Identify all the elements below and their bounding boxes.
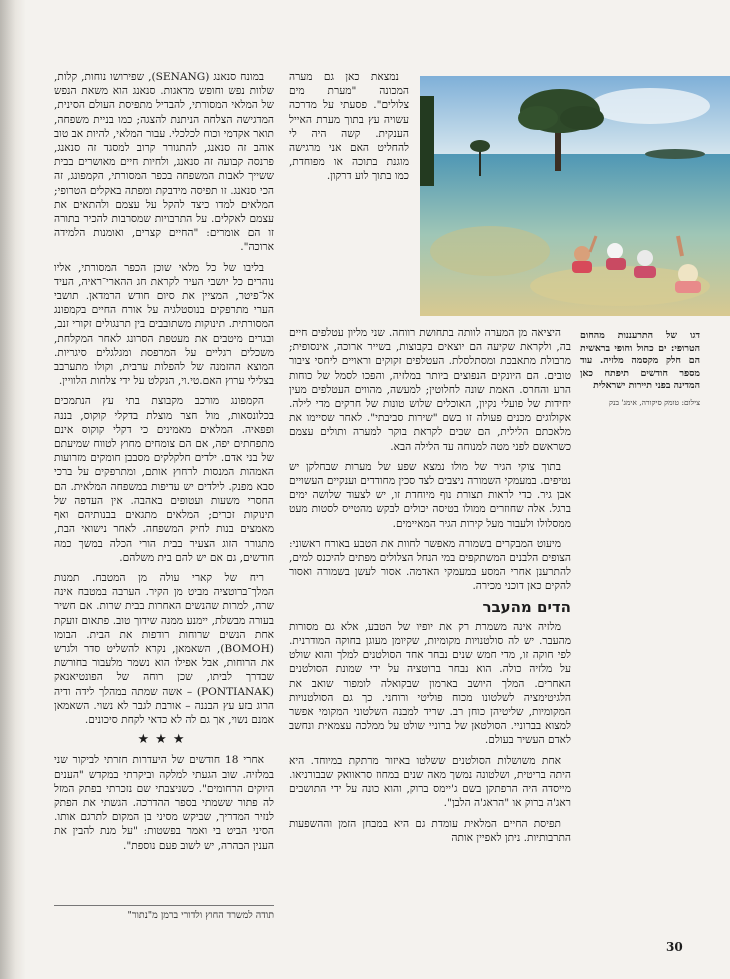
paragraph: במונח סנאנג (SENANG), שפירושו נוחות, קלות, שלוות נפש וחופש מדאגות. סנאנג הוא משאת הנפש של המלאי המסורתי, להבדיל מתפיסת העולם הסינית, המדגישה הצלחה הניתנת להצגה; כמו בניית משפחה, תואר אקדמי וכוח לכלכלי. עבור המלאי, להיות אב טוב אוהב זה סנאנג, להתגורר קרוב למסגד זה סנאנג, פרנסה קבועה זה סנאנג, ולחיות חיים מאושרים בבית ששייך לאבות המשפחה בכפר המסורתי, הקמפונג, זה הכי סנאנג. זו תפיסה מידבקת ומפתה באקלים הטרופי; המלאים למדו כיצד להקל על עצמם ולהתאים את עצמם לאקלים. על התרבויות שמסרבות להכיר בתורה זו הם אומרים: "החיים קצרים, ואומנות הלמידה ארוכה". xyxy=(54,71,274,254)
beach-photo-image xyxy=(420,76,730,316)
paragraph: אחרי 18 חודשים של היעדרות חזרתי לביקור שני במלזיה. שוב הגעתי למלקה וביקרתי במקדש "הענים היוקים הרחומים". כשניצבתי שם נזכרתי בפתק המזל לה פתור ששמתי בספר ההדרכה. הגשתי את הפתק לנזיר המדריך, שביקש מסיני בן המקום לתרגם אותו. הסיני הביט בי ואמר בפשטות: "על מנת להבין את הענין הבהרה, יש לשוב פעם נוספת". xyxy=(54,754,274,852)
column-left xyxy=(54,70,274,942)
acknowledgement: תודה למשרד החוץ ולדורי ברמן מ"נתור" xyxy=(54,905,274,921)
paragraph: היציאה מן המערה לוותה בתחושת רווחה. שני מליון עטלפים חיים בה, ולקראת שקיעה הם יוצאים בקבוצות, בשייר ארוכה, אינסופית; מרבולת מתאבכת ומסתלסלת. העטלפים זקוקים וראויים ליחסי ציבור טובים. הם היונקים הנפוצים ביותר במלזיה, והפכו לסמל של כוחות הרע והחרס. האמת שונה לחלוטין; למעשה, מהווים העטלפים מעין יחידות של פועלי נקיון, האוכלים שלוש טונות של חרקים מדי לילה. אקולוגים מכנים פעולה זו בשם "שירות סביבתי". לאחר שסיימו את מלאכתם הלילית, הם שבים לקראת בוקר למערה ותולים עצמם כשראשם לפני מטה למנוחה עד הלילה הבא. xyxy=(289,327,571,453)
photo-credit: צילום: טומק סיקורה, אימג' בנק xyxy=(608,397,700,407)
caption-text: דגו של התרעננות מהחום הטרופי: ים כחול וחופי בראשית הם חלק מקסמה מלזיה. עוד מספר חודשים תיפתח כאן המדינה בפני תיירות ישראלית xyxy=(580,330,700,392)
paragraph: נמצאת כאן גם מערה המכונה "מערת מים צלולים". פסעתי על מדרכה עשויה עץ בתוך מערת האייל הענקית. קשה היה לי להחליט האם אני מרגישה מוגנת בתוכה או מפוחדת, כמו בתוך לוע דרקון. xyxy=(289,71,409,183)
section-subheading: הדים מהעבר xyxy=(482,597,571,616)
column-middle xyxy=(289,326,571,942)
paragraph: בתוך צוקי הגיר של מולו נמצא שפע של מערות שבחלקן יש נטיפים. במעמקי השמורה ניצבים לצד סכין מחודדים וענקיים העשויים אבן גיר. כדי לראות תצורת נוף מיוחדת זו, יש לצעוד שלושה ימים ברגל. אלה שחוזרים ממולו בטיסה יכולים לבקש מהטייס לסטות מעט ממסלולו ולעבור מעל קירות הגיר המאיימים. xyxy=(289,460,571,530)
beach-photo xyxy=(420,76,730,316)
page-number: 30 xyxy=(666,940,683,954)
paragraph: מלזיה אינה משמרת רק את יופיו של הטבע, אלא גם מסורות מהעבר. יש לה סולטנויות מקומיות, שקיומן מעוגן בחוקה המודרנית. לפי חוקה זו, מדי חמש שנים נבחר אחד הסולטנים למלך והוא שולט על מלזיה כולה. הוא נבחר ברוטציה על ידי שמונת הסולטנים האחרים. המלך היושב בארמון שבקואלה לומפור שואב את הלגיטימציה לשלטונו מכוח פוליטי ורוחני. כך גם הסולטנויות המקומיות, שליטיהן כוחן רב. שריד למבנה השלטוני המקומי אפשר למצוא בברוניי. הסולטאן של ברוניי שולט על ממלכה עצמאית ונחשב לאדם העשיר בעולם. xyxy=(289,620,571,747)
paragraph: תפיסת החיים המלאית עומדת גם היא במבחן הזמן וההשפעות התרבותיות. ניתן לאפיין אותה xyxy=(289,817,571,844)
paragraph: מיעוט המבקרים בשמורה מאפשר לחוות את הטבע באורח ראשוני: הצופים הלבנים המשתקפים במי הנחל הצלולים מפתים להיכנס למים, להתרענן אחרי המסע במעמקי האדמה. אסור לעשן בשמורה ואסור להקים כאן דוכני מכירה. xyxy=(289,537,571,593)
paragraph: הקמפונג מורכב מקבוצת בתי עץ הנתמכים בכלונסאות, מול חצר מוצלת בדקלי קוקוס, בננה ופפאיה. המלאים מאמינים כי דקלי קוקוס אינם מתפחתים יפה, אם הם צומחים מחוץ לטווח שמיעתם של בני אדם. ילדים חלקלקים מסבבן חומקים מזרועות האמהות המנסות לרחוץ אותם, ומתרפקים על ברכי סבא מפנק. לילדים יש עדיפות במשפחה המלאית. הם החסרי משעות ועטופים באהבה. אין העדפה של תינוקות זכרים; המלאים מתגאים בבנותיהם ואף מאמצים בנות לחיק המשפחה. לאחר נישואי הבת, מתגורר הזוג הצעיר בבית הורי הכלה במשך כמה חודשים, גם אם יש להם בית משלהם. xyxy=(54,395,274,564)
column-right-top xyxy=(289,70,409,328)
paragraph: ריח של קארי עולה מן המטבח. תמנות המלך־ברוטציה מביט מן הקיר. הערבה במטבח אינה שרה, למרות שהנשים האחרות בבית שרות. אם חשיר בעורה מבשלת, יימנע ממנה שידוך טוב. פתאום זועקת אחת הנשים שרוחות רודפות את הבית. הבומו (BOMOH), השאמאן, נקרא להשליט סדר ולגרש את הרוחות, אבל אפילו הוא נשמר מלעבור בחורשת שבדרך לביתו, שכן רוחה של הפונטיאנאק (PONTIANAK) – אשה שמתה במהלך לידה ודיה הרוג בזע עץ הבננה – אורבת לגבר לא נשוי. השאמאן אמנם נשוי, אך גם לה לא כדאי לקחת סיכונים. xyxy=(54,571,274,726)
paragraph: אחת משושלות הסולטנים ששלטו באיזור מרתקת במיוחד. היא היתה בריטית, ושלטונה נמשך מאה שנים במחוז סראוואק שבבורניאו. מייסדה היה הרפתקן בשם ג'יימס ברוק, והוא כונה על ידי התושבים ראג'ה ברוק או "הראג'ה הלבן". xyxy=(289,754,571,810)
section-separator-stars: ★★★ xyxy=(137,732,191,748)
paragraph: בליבו של כל מלאי שוכן הכפר המסורתי, אליו נוהרים כל יושבי העיר לקראת חג ההארי־ראיה, העיד אל־פיטר, המציין את סיום חודש הרמדאן. תושבי הערי מתרפקים בנוסטלגיה על אורח החיים בקמפונג המסורתית. תינוקות משתובבים בין תרנגולים זקורי זנב, ובגרים מיטבים את מעטפת הסרונג לאחר המקלחת, משכלים רגליים על המרפסת ומגלגלים סיגריות. המוצא ההזמנה של להפלות ערבית, וקולו מתערבב בצלילי ערוץ האם.טי.וי, הנקלט על ידי צלחות הלוויין. xyxy=(54,261,274,388)
binding-shadow xyxy=(0,0,26,979)
photo-caption xyxy=(580,330,700,420)
